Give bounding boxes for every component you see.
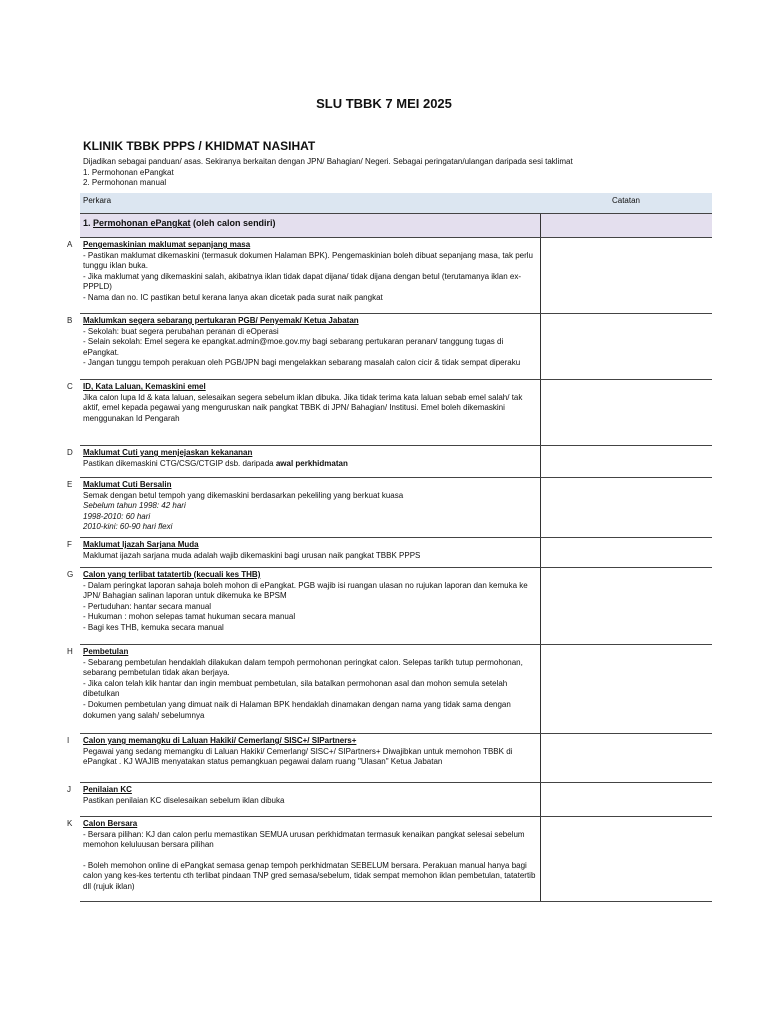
row-marker: C (67, 382, 73, 391)
table-row (80, 238, 712, 314)
page-title: SLU TBBK 7 MEI 2025 (316, 96, 452, 111)
intro-line: Dijadikan sebagai panduan/ asas. Sekiranya berkaitan dengan JPN/ Bahagian/ Negeri. Sebagai peringatan/ulangan daripada sesi taklimat (83, 157, 573, 166)
perkara-cell (67, 314, 540, 380)
intro-line: 1. Permohonan ePangkat (83, 167, 174, 177)
perkara-cell (67, 238, 540, 314)
catatan-cell (540, 446, 712, 478)
sub-heading: 1. Permohonan ePangkat (oleh calon sendiri) (80, 214, 540, 238)
item-title: Pengemaskinian maklumat sepanjang masa (83, 240, 251, 249)
table-row (80, 568, 712, 645)
perkara-cell (67, 478, 540, 538)
perkara-table (67, 193, 712, 902)
table-row (80, 817, 712, 902)
item-line: - Pastikan maklumat dikemaskini (termasuk dokumen Halaman BPK). Pengemaskinian boleh dibuat sepanjang masa, tak perlu tunggu iklan buka. (83, 250, 534, 271)
item-line: - Nama dan no. IC pastikan betul kerana lanya akan dicetak pada surat naik pangkat (83, 292, 383, 302)
item-title: Maklumat Cuti yang menjejaskan kekananan (83, 448, 253, 457)
row-marker: J (67, 785, 71, 794)
item-line: - Sebarang pembetulan hendaklah dilakukan dalam tempoh permohonan peringkat calon. Selepas tarikh tutup permohonan, sebarang pembetulan tidak akan berjaya. (83, 657, 523, 678)
catatan-cell (540, 817, 712, 902)
table-row (80, 446, 712, 478)
row-marker: A (67, 240, 73, 249)
item-line: - Dalam peringkat laporan sahaja boleh mohon di ePangkat. PGB wajib isi ruangan ulasan no rujukan laporan dan kemuka ke JPN/ Bahagian salinan laporan untuk dikemuka ke BPSM (83, 580, 528, 601)
table-row (80, 734, 712, 783)
table-row (80, 538, 712, 568)
item-line: - Bagi kes THB, kemuka secara manual (83, 622, 224, 632)
catatan-cell (540, 238, 712, 314)
intro-line: 2. Permohonan manual (83, 178, 167, 187)
item-line: - Selain sekolah: Emel segera ke epangkat.admin@moe.gov.my bagi sebarang pertukaran peranan/ tanggung tugas di ePangkat. (83, 337, 504, 357)
item-title: Maklumkan segera sebarang pertukaran PGB/ Penyemak/ Ketua Jabatan (83, 316, 359, 325)
table-row (80, 380, 712, 446)
section-title: KLINIK TBBK PPPS / KHIDMAT NASIHAT (83, 139, 316, 153)
item-title: Pembetulan (83, 647, 129, 656)
header-catatan: Catatan (540, 193, 712, 214)
item-line: - Pertuduhan: hantar secara manual (83, 601, 212, 611)
table-row (80, 783, 712, 817)
row-marker: G (67, 570, 74, 579)
item-line: - Jangan tunggu tempoh perakuan oleh PGB/JPN bagi mengelakkan sebarang masalah calon cicir & tidak sempat diperaku (83, 358, 521, 368)
item-line: - Boleh memohon online di ePangkat semasa genap tempoh perkhidmatan SEBELUM bersara. Perakuan manual hanya bagi calon yang kes-kes tertentu cth terlibat pindaan TNP gred semasa/sebelum, tidak sempat memohon iklan pembetulan, tatatertib dll (rujuk iklan) (83, 860, 536, 891)
item-title: Maklumat Cuti Bersalin (83, 480, 172, 489)
item-line: - Jika maklumat yang dikemaskini salah, akibatnya iklan tidak dapat dijana/ tidak dijana dengan betul (terutamanya iklan ex-PPPLD) (83, 271, 522, 292)
perkara-cell (67, 538, 540, 568)
item-line: 1998-2010: 60 hari (83, 511, 151, 521)
catatan-cell (540, 478, 712, 538)
sub-heading-row (80, 214, 712, 238)
row-marker: K (67, 819, 73, 828)
intro-text (83, 157, 623, 189)
table-header-row (80, 193, 712, 214)
item-title: Maklumat Ijazah Sarjana Muda (83, 540, 199, 549)
item-line: - Sekolah: buat segera perubahan peranan di eOperasi (83, 326, 279, 336)
item-title: ID, Kata Laluan, Kemaskini emel (83, 382, 206, 391)
item-line: Pastikan dikemaskini CTG/CSG/CTGIP dsb. daripada awal perkhidmatan (83, 458, 348, 468)
perkara-cell (67, 446, 540, 478)
catatan-cell (540, 380, 712, 446)
perkara-cell (67, 817, 540, 902)
row-marker: E (67, 480, 73, 489)
catatan-cell (540, 734, 712, 783)
perkara-cell (67, 734, 540, 783)
item-title: Calon yang terlibat tatatertib (kecuali kes THB) (83, 570, 261, 579)
item-line: - Dokumen pembetulan yang dimuat naik di Halaman BPK hendaklah dinamakan dengan nama yang tidak sama dengan dokumen yang salah/ sebelumnya (83, 699, 511, 720)
table-row (80, 478, 712, 538)
catatan-cell (540, 568, 712, 645)
item-line: Maklumat ijazah sarjana muda adalah wajib dikemaskini bagi urusan naik pangkat TBBK PPPS (83, 550, 421, 560)
item-title: Calon yang memangku di Laluan Hakiki/ Cemerlang/ SISC+/ SIPartners+ (83, 736, 357, 745)
item-line: Sebelum tahun 1998: 42 hari (83, 501, 186, 511)
perkara-cell (67, 645, 540, 734)
header-perkara: Perkara (80, 193, 540, 214)
item-line: Pastikan penilaian KC diselesaikan sebelum iklan dibuka (83, 795, 285, 805)
perkara-cell (67, 380, 540, 446)
row-marker: H (67, 647, 73, 656)
perkara-cell (67, 783, 540, 817)
row-marker: I (67, 736, 70, 745)
catatan-cell (540, 538, 712, 568)
item-line: Jika calon lupa Id & kata laluan, selesaikan segera sebelum iklan dibuka. Jika tidak terima kata laluan sebab emel salah/ tak aktif, emel kepada pegawai yang menguruskan naik pangkat TBBK di JPN/ Bahagian/ Institusi. Emel boleh dikemaskini menggunakan Id Pengarah (83, 392, 523, 423)
table-row (80, 314, 712, 380)
item-title: Calon Bersara (83, 819, 138, 828)
catatan-cell (540, 314, 712, 380)
item-line: - Bersara pilihan: KJ dan calon perlu memastikan SEMUA urusan perkhidmatan termasuk kenaikan pangkat selesai sebelum memohon keluluusan bersara pilihan (83, 829, 525, 850)
item-line: - Jika calon telah klik hantar dan ingin membuat pembetulan, sila batalkan permohonan asal dan mohon semula setelah dibetulkan (83, 678, 508, 699)
item-line: Semak dengan betul tempoh yang dikemaskini berdasarkan pekeliling yang berkuat kuasa (83, 490, 404, 500)
item-line: - Hukuman : mohon selepas tamat hukuman secara manual (83, 612, 296, 622)
catatan-cell (540, 645, 712, 734)
perkara-cell (67, 568, 540, 645)
item-line: 2010-kini: 60-90 hari flexi (83, 522, 173, 532)
item-title: Penilaian KC (83, 785, 132, 794)
row-marker: D (67, 448, 73, 457)
row-marker: F (67, 540, 72, 549)
table-row (80, 645, 712, 734)
row-marker: B (67, 316, 73, 325)
item-line: Pegawai yang sedang memangku di Laluan Hakiki/ Cemerlang/ SISC+/ SIPartners+ Diwajibkan untuk memohon TBBK di ePangkat . KJ WAJIB menyatakan status pemangkuan pegawai dalam ruang "Ulasan" Ketua Jabatan (83, 746, 513, 767)
catatan-cell (540, 783, 712, 817)
catatan-cell (540, 214, 712, 238)
